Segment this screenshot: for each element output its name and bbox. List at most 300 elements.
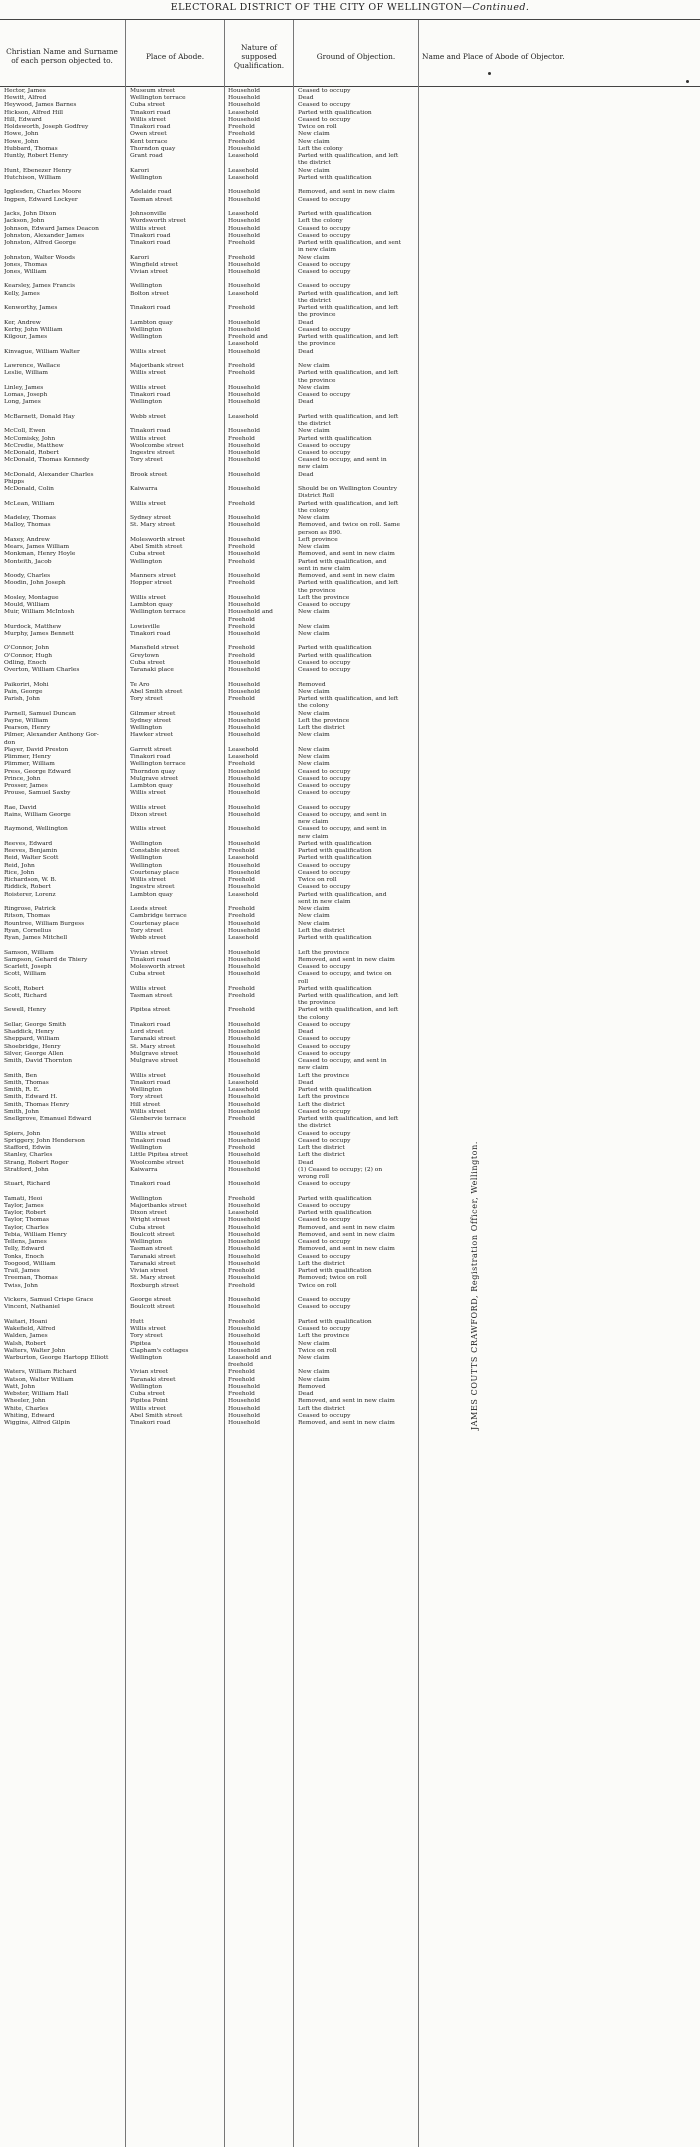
qualification: Household [228, 450, 260, 456]
ground-of-objection: New claim [298, 254, 330, 261]
place-of-abode: Museum street [130, 88, 176, 94]
person-name: Kerby, John William [4, 326, 63, 333]
person-name: Kinvague, William Walter [4, 348, 80, 355]
place-of-abode: Taranaki street [130, 1036, 176, 1043]
place-of-abode: Tinakori road [130, 1181, 171, 1188]
table-row [0, 617, 700, 624]
table-row [0, 819, 700, 826]
qualification: Household [228, 1333, 260, 1340]
table-row [0, 102, 700, 109]
place-of-abode: Tinakori road [130, 956, 171, 963]
table-row [0, 928, 700, 935]
qualification: Household [228, 1246, 260, 1253]
table-row [0, 776, 700, 783]
place-of-abode: Willis street [130, 790, 166, 797]
qualification: Household [228, 471, 260, 478]
table-row [0, 1152, 700, 1159]
table-row [0, 812, 700, 819]
qualification: Freehold [228, 370, 255, 377]
ground-of-objection: wrong roll [298, 1174, 329, 1180]
person-name: Jackson, John [4, 218, 45, 225]
ground-of-objection: the colony [298, 703, 329, 710]
column-header-qualification: Nature of supposed Qualification. [233, 42, 285, 70]
ground-of-objection: New claim [298, 906, 330, 913]
person-name: McCredie, Matthew [4, 442, 64, 449]
ground-of-objection: Left the colony [298, 218, 343, 225]
qualification: Freehold [228, 363, 255, 370]
qualification: Household [228, 1166, 260, 1173]
person-name: Taylor, Robert [4, 1210, 47, 1217]
table-row [0, 493, 700, 500]
qualification: Freehold [228, 877, 255, 884]
person-name: Kenworthy, James [4, 305, 58, 312]
table-row [0, 1058, 700, 1065]
qualification: Freehold [228, 124, 255, 131]
place-of-abode: Tinakori road [130, 392, 171, 399]
qualification: Freehold [228, 580, 255, 587]
place-of-abode: Greytown [130, 652, 160, 659]
qualification: Household [228, 681, 260, 688]
qualification: Household [228, 956, 260, 963]
place-of-abode: Tinakori road [130, 240, 171, 247]
table-row [0, 559, 700, 566]
ground-of-objection: Parted with qualification [298, 109, 372, 116]
qualification: Household [228, 1202, 260, 1209]
person-name: Plimmer, Henry [4, 754, 51, 761]
table-row [0, 464, 700, 471]
objector-column [460, 650, 479, 1450]
person-name: Waitari, Hoani [4, 1318, 48, 1325]
person-name: McComisky, John [4, 435, 56, 442]
person-name: Mosley, Montague [4, 594, 59, 601]
place-of-abode: Majoribank street [130, 363, 184, 370]
ground-of-objection: Ceased to occupy, and sent in [298, 812, 387, 818]
table-row [0, 899, 700, 906]
table-row [0, 363, 700, 370]
person-name: Tellens, James [4, 1239, 47, 1246]
table-row [0, 566, 700, 573]
ground-of-objection: Parted with qualification, and left [298, 500, 399, 507]
ground-of-objection: Parted with qualification [298, 855, 372, 862]
qualification: Freehold [228, 1318, 255, 1325]
place-of-abode: Tory street [130, 927, 163, 934]
ground-of-objection: Left the province [298, 1094, 350, 1101]
ground-of-objection: Parted with qualification [298, 848, 372, 855]
ground-of-objection: Dead [298, 1159, 314, 1166]
qualification: Household [228, 261, 260, 268]
place-of-abode: Boulcott street [130, 1231, 175, 1238]
qualification: Household [228, 1094, 260, 1101]
place-of-abode: Abel Smith street [130, 544, 183, 551]
place-of-abode: Pipitea Point [130, 1398, 169, 1405]
person-name: Malloy, Thomas [4, 522, 51, 529]
place-of-abode: Wellington [130, 1383, 162, 1390]
person-name: Murdock, Matthew [4, 623, 62, 630]
table-row [0, 1369, 700, 1376]
ground-of-objection: Removed, and twice on roll. Same [298, 522, 400, 529]
qualification: Household [228, 1217, 260, 1224]
table-row [0, 139, 700, 146]
person-name: Tonks, Enoch [4, 1253, 44, 1260]
place-of-abode: Tinakori road [130, 428, 171, 435]
table-row [0, 1246, 700, 1253]
person-name: Scott, William [4, 971, 46, 978]
table-row [0, 1116, 700, 1123]
ground-of-objection: Parted with qualification, and left [298, 305, 399, 312]
qualification: Freehold [228, 1007, 255, 1014]
place-of-abode: Webb street [130, 413, 167, 420]
place-of-abode: Pipitea [130, 1340, 151, 1347]
place-of-abode: Tinakori road [130, 1079, 171, 1086]
table-row [0, 783, 700, 790]
person-name: Moody, Charles [4, 573, 51, 580]
ground-of-objection: Left the province [298, 1072, 350, 1079]
ground-of-objection: Removed [298, 1383, 326, 1390]
table-row [0, 725, 700, 732]
column-header-ground: Ground of Objection. [316, 51, 396, 61]
place-of-abode: Leeds street [130, 906, 168, 913]
table-row [0, 1087, 700, 1094]
person-name: Jacks, John Dixon [4, 211, 57, 218]
person-name: Hewitt, Alfred [4, 95, 47, 102]
person-name: Jones, William [4, 269, 47, 275]
qualification: Household [228, 790, 260, 797]
ground-of-objection: new claim [298, 819, 329, 826]
qualification: Household [228, 457, 260, 464]
table-row [0, 1232, 700, 1239]
place-of-abode: Wellington [130, 1087, 162, 1094]
table-row [0, 110, 700, 117]
person-name: Maxey, Andrew [4, 536, 50, 543]
table-row [0, 1094, 700, 1101]
table-row [0, 421, 700, 428]
person-name: Johnson, Edward James Deacon [4, 225, 99, 232]
person-name: Wheeler, John [4, 1398, 46, 1405]
table-row [0, 508, 700, 515]
table-row [0, 848, 700, 855]
table-row [0, 486, 700, 493]
table-row [0, 544, 700, 551]
ground-of-objection: Removed, and sent in new claim [298, 1246, 395, 1253]
place-of-abode: Willis street [130, 435, 166, 442]
qualification: Household [228, 602, 260, 609]
qualification: Freehold [228, 761, 255, 768]
qualification: Household [228, 710, 260, 717]
ground-of-objection: Ceased to occupy [298, 775, 351, 782]
person-name: Hill, Edward [4, 116, 42, 123]
person-name: Webster, William Hall [4, 1391, 69, 1398]
ground-of-objection: Ceased to occupy [298, 964, 351, 971]
table-row [0, 1181, 700, 1188]
place-of-abode: Willis street [130, 1130, 166, 1137]
place-of-abode: Little Pipitea street [130, 1152, 189, 1159]
table-row [0, 1341, 700, 1348]
table-row [0, 1384, 700, 1391]
ground-of-objection: Parted with qualification [298, 211, 372, 218]
ground-of-objection: Ceased to occupy [298, 1412, 351, 1419]
table-row [0, 334, 700, 341]
table-row [0, 892, 700, 899]
ground-of-objection: New claim [298, 710, 330, 717]
place-of-abode: Wellington terrace [130, 761, 186, 768]
person-name: Snellgrove, Emanuel Edward [4, 1116, 92, 1123]
table-row [0, 645, 700, 652]
qualification: Household [228, 1029, 260, 1036]
table-row [0, 1355, 700, 1362]
ground-of-objection: New claim [298, 544, 330, 551]
place-of-abode: Mulgrave street [130, 1058, 179, 1065]
person-name: Warburton, George Hartopp Elliott [4, 1355, 109, 1361]
person-name: Smith, Edward H. [4, 1094, 58, 1101]
table-row [0, 1420, 700, 1427]
person-name: Stuart, Richard [4, 1181, 51, 1188]
ground-of-objection: New claim [298, 746, 330, 753]
table-row [0, 942, 700, 949]
table-row [0, 1217, 700, 1224]
person-name: Press, George Edward [4, 768, 71, 775]
qualification: Household [228, 232, 260, 239]
table-row [0, 1283, 700, 1290]
place-of-abode: Wellington [130, 840, 162, 847]
place-of-abode: Lowisville [130, 623, 160, 630]
qualification: Household [228, 442, 260, 449]
place-of-abode: Taranaki street [130, 1253, 176, 1260]
ground-of-objection: sent in new claim [298, 565, 351, 572]
ground-of-objection: New claim [298, 515, 330, 522]
qualification: Household [228, 631, 260, 637]
qualification: Household [228, 884, 260, 891]
table-row [0, 197, 700, 204]
qualification: Household [228, 225, 260, 232]
ground-of-objection: New claim [298, 131, 330, 138]
qualification: Household [228, 536, 260, 543]
person-name: Richardson, W. B. [4, 877, 57, 884]
place-of-abode: Dixon street [130, 812, 167, 818]
place-of-abode: Wellington [130, 558, 162, 565]
place-of-abode: Willis street [130, 826, 166, 833]
person-name: Silver, George Allen [4, 1050, 64, 1057]
table-row [0, 472, 700, 479]
qualification: Household [228, 1304, 260, 1311]
qualification: Household [228, 1420, 260, 1427]
person-name: Treeman, Thomas [4, 1275, 58, 1282]
qualification: Household [228, 384, 260, 391]
place-of-abode: Glenbervie terrace [130, 1116, 187, 1123]
place-of-abode: Courtenay place [130, 869, 179, 876]
place-of-abode: Hopper street [130, 580, 172, 587]
table-row [0, 378, 700, 385]
person-name: McColl, Ewen [4, 428, 46, 435]
ground-of-objection: Parted with qualification, and [298, 558, 387, 565]
person-name: Linley, James [4, 384, 44, 391]
qualification: Household [228, 927, 260, 934]
ground-of-objection: Ceased to occupy [298, 783, 351, 790]
place-of-abode: Vivian street [130, 949, 168, 956]
qualification: Freehold [228, 500, 255, 507]
person-name: Lomas, Joseph [4, 392, 48, 399]
table-row [0, 501, 700, 508]
qualification: Leasehold [228, 855, 259, 862]
ground-of-objection: Twice on roll [298, 124, 337, 131]
qualification: Freehold [228, 1268, 255, 1275]
qualification: Freehold [228, 131, 255, 138]
qualification: Household [228, 189, 260, 196]
qualification: Household [228, 1275, 260, 1282]
place-of-abode: Wright street [130, 1217, 170, 1224]
table-row [0, 385, 700, 392]
ground-of-objection: Parted with qualification, and left [298, 1007, 399, 1014]
ground-of-objection: Removed, and sent in new claim [298, 1231, 395, 1238]
qualification: Leasehold [228, 174, 259, 181]
ground-of-objection: Left the district [298, 1101, 345, 1108]
place-of-abode: Karori [130, 254, 149, 261]
table-row [0, 950, 700, 957]
table-row [0, 269, 700, 276]
person-name: Raymond, Wellington [4, 826, 68, 833]
qualification: Freehold [228, 1195, 255, 1202]
place-of-abode: Tinakori road [130, 1021, 171, 1028]
ground-of-objection: Ceased to occupy [298, 659, 351, 666]
qualification: Household [228, 964, 260, 971]
person-name: Kearsley, James Francis [4, 283, 75, 290]
ground-of-objection: Ceased to occupy [298, 884, 351, 891]
qualification: Freehold [228, 1116, 255, 1123]
qualification: Freehold [228, 1282, 255, 1289]
table-row [0, 682, 700, 689]
person-name: Long, James [4, 399, 41, 406]
qualification: Household [228, 319, 260, 326]
table-row [0, 189, 700, 196]
table-row [0, 1254, 700, 1261]
qualification: Freehold [228, 913, 255, 920]
person-name: Smith, Ben [4, 1072, 38, 1079]
table-row [0, 1138, 700, 1145]
table-row [0, 761, 700, 768]
person-name: Stratford, John [4, 1166, 49, 1173]
qualification: Household [228, 1101, 260, 1108]
ground-of-objection: Removed, and sent in new claim [298, 1398, 395, 1405]
qualification: Household [228, 1108, 260, 1115]
table-row [0, 1160, 700, 1167]
column-header-abode: Place of Abode. [145, 51, 205, 61]
ground-of-objection: Ceased to occupy [298, 450, 351, 456]
ground-of-objection: Left the province [298, 1333, 350, 1340]
qualification: Freehold [228, 616, 255, 623]
table-row [0, 95, 700, 102]
place-of-abode: Grant road [130, 153, 163, 160]
person-name: McDonald, Thomas Kennedy [4, 457, 90, 464]
person-name: Toogood, William [4, 1260, 56, 1267]
table-row [0, 986, 700, 993]
table-row [0, 580, 700, 587]
person-name: Sampson, Gehard de Thiery [4, 956, 88, 963]
place-of-abode: Tasman street [130, 1246, 173, 1253]
ground-of-objection: Ceased to occupy [298, 1137, 351, 1144]
ground-of-objection: New claim [298, 913, 330, 920]
ground-of-objection: Parted with qualification, and left [298, 413, 399, 420]
qualification: Leasehold [228, 153, 259, 160]
person-name: Watson, Walter William [4, 1376, 74, 1383]
person-name: White, Charles [4, 1405, 49, 1412]
ground-of-objection: Should be on Wellington Country [298, 486, 398, 493]
qualification: Leasehold [228, 935, 259, 942]
ground-of-objection: New claim [298, 623, 330, 630]
qualification: Household [228, 1050, 260, 1057]
table-row [0, 964, 700, 971]
table-row [0, 168, 700, 175]
person-name: Hubbard, Thomas [4, 145, 58, 152]
table-row [0, 1102, 700, 1109]
table-row [0, 609, 700, 616]
qualification: Freehold [228, 993, 255, 999]
person-name: Telly, Edward [4, 1246, 45, 1253]
table-row [0, 1065, 700, 1072]
table-row [0, 696, 700, 703]
column-header-name: Christian Name and Surname of each person objected to. [6, 47, 118, 65]
qualification: Household [228, 269, 260, 275]
place-of-abode: Constable street [130, 848, 180, 855]
table-row [0, 602, 700, 609]
ground-of-objection: Ceased to occupy [298, 602, 351, 609]
qualification: Household [228, 1137, 260, 1144]
qualification: Household [228, 688, 260, 695]
person-name: Ingpen, Edward Lockyer [4, 196, 78, 203]
table-row [0, 790, 700, 797]
person-name: McDonald, Alexander Charles [4, 471, 94, 478]
person-name: Igglesden, Charles Moore [4, 189, 82, 196]
ground-of-objection: Parted with qualification, and left [298, 370, 399, 377]
qualification: Freehold [228, 558, 255, 565]
table-row [0, 1044, 700, 1051]
ground-of-objection: Parted with qualification [298, 985, 372, 992]
ground-of-objection: Ceased to occupy [298, 1108, 351, 1115]
person-name: Payne, William [4, 717, 49, 724]
table-row [0, 884, 700, 891]
place-of-abode: Willis street [130, 1072, 166, 1079]
qualification: Leasehold [228, 1079, 259, 1086]
ground-of-objection: Parted with qualification [298, 1210, 372, 1217]
place-of-abode: Tinakori road [130, 109, 171, 116]
ground-of-objection: Ceased to occupy, and twice on [298, 971, 392, 978]
place-of-abode: Abel Smith street [130, 1412, 183, 1419]
table-row [0, 1333, 700, 1340]
table-row [0, 131, 700, 138]
qualification: Leasehold [228, 1087, 259, 1094]
place-of-abode: Webb street [130, 935, 167, 942]
place-of-abode: Vivian street [130, 1268, 168, 1275]
ground-of-objection: Dead [298, 399, 314, 406]
place-of-abode: Wellington [130, 1195, 162, 1202]
person-name: Howe, John [4, 138, 39, 145]
qualification: Household [228, 768, 260, 775]
person-name: Odling, Enoch [4, 659, 47, 666]
table-row [0, 979, 700, 986]
person-name: Watt, John [4, 1383, 36, 1390]
person-name: Scott, Richard [4, 993, 47, 999]
person-name: Shoebridge, Henry [4, 1043, 61, 1050]
place-of-abode: Vivian street [130, 269, 168, 275]
qualification: Freehold [228, 1145, 255, 1152]
table-row [0, 153, 700, 160]
qualification: Freehold [228, 435, 255, 442]
person-name: Hickson, Alfred Hill [4, 109, 64, 116]
place-of-abode: Owen street [130, 131, 167, 138]
place-of-abode: Cambridge terrace [130, 913, 187, 920]
table-row [0, 1123, 700, 1130]
ground-of-objection: Ceased to occupy [298, 1021, 351, 1028]
ground-of-objection: Twice on roll [298, 877, 337, 884]
place-of-abode: Adelaide road [130, 189, 172, 196]
